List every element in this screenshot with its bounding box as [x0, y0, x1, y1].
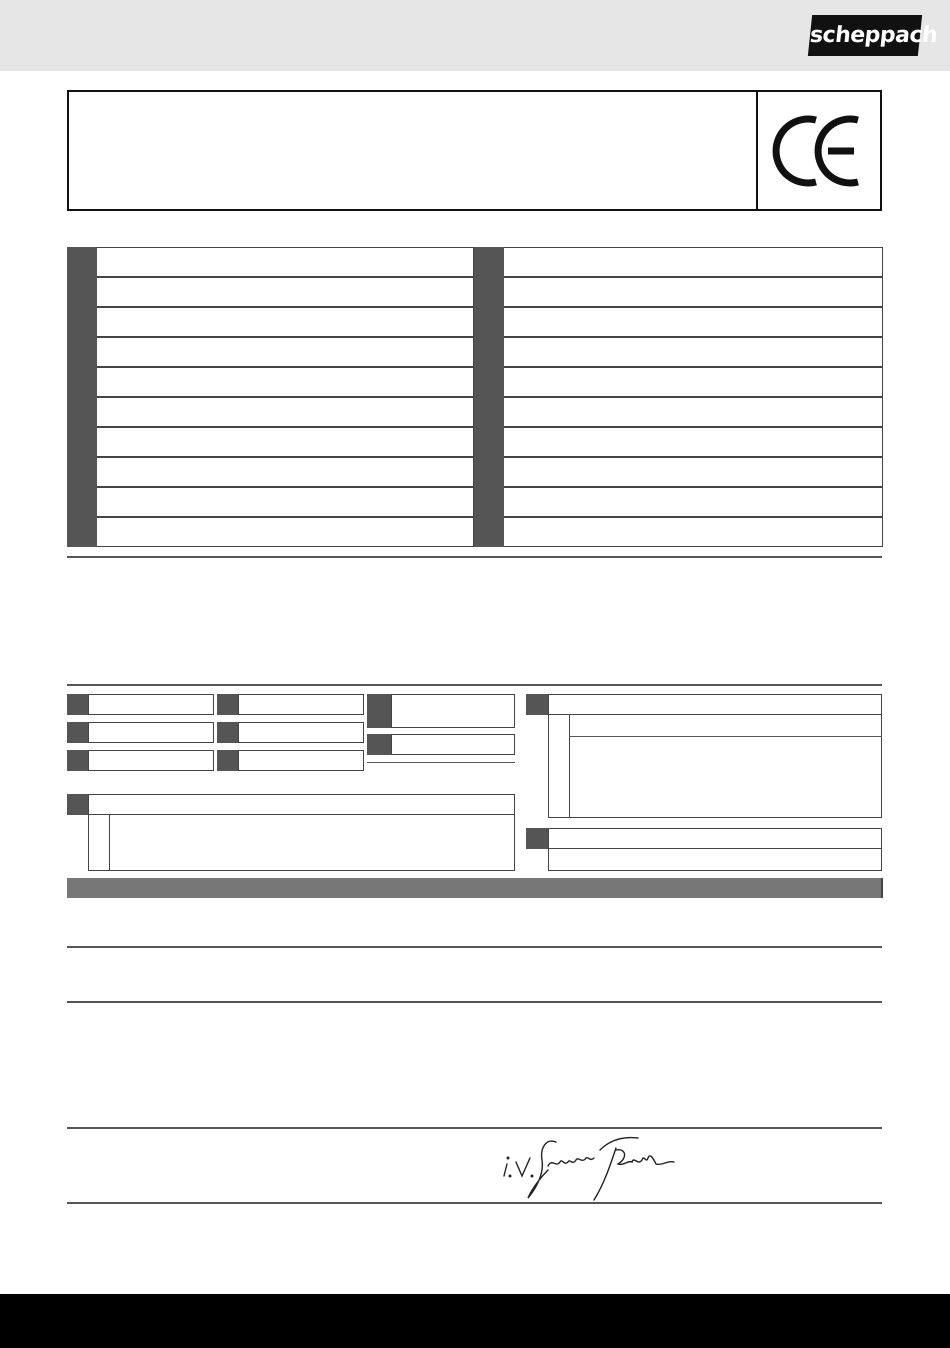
language-code-marker	[67, 427, 97, 457]
section-marker	[526, 694, 548, 715]
language-code-marker	[67, 277, 97, 307]
language-code-marker	[67, 487, 97, 517]
language-statement-row	[504, 247, 883, 277]
language-statement-row	[97, 247, 474, 277]
directive-marker	[217, 722, 238, 743]
divider	[367, 762, 515, 763]
footer-band	[0, 1294, 950, 1348]
divider	[67, 1001, 882, 1003]
section-marker	[67, 794, 88, 815]
language-statement-row	[97, 277, 474, 307]
directive-field	[88, 694, 214, 715]
ce-mark-icon	[770, 108, 870, 194]
divider	[67, 1127, 882, 1129]
directive-field	[238, 694, 364, 715]
language-statement-row	[97, 427, 474, 457]
language-code-marker	[67, 247, 97, 277]
language-statement-row	[504, 427, 883, 457]
language-code-marker	[67, 517, 97, 547]
language-code-marker	[67, 457, 97, 487]
language-code-marker	[474, 277, 504, 307]
language-statement-row	[97, 397, 474, 427]
directive-field	[391, 734, 515, 755]
language-code-marker	[474, 397, 504, 427]
section-indent-line	[569, 715, 570, 818]
language-statement-row	[504, 277, 883, 307]
language-code-marker	[474, 337, 504, 367]
language-code-marker	[474, 367, 504, 397]
language-code-marker	[474, 307, 504, 337]
section-body	[88, 815, 515, 871]
language-statement-row	[97, 337, 474, 367]
language-statement-row	[504, 457, 883, 487]
section-body	[548, 849, 882, 871]
divider	[67, 684, 882, 686]
title-frame	[67, 90, 882, 211]
directive-field	[88, 722, 214, 743]
language-statement-row	[97, 367, 474, 397]
divider	[67, 556, 882, 558]
directive-marker	[367, 734, 391, 755]
language-statement-row	[504, 367, 883, 397]
divider	[67, 1202, 882, 1204]
directive-field	[238, 722, 364, 743]
language-statement-row	[97, 487, 474, 517]
section-bar	[67, 878, 883, 898]
divider	[569, 736, 882, 737]
directive-marker	[217, 750, 238, 771]
directive-marker	[67, 750, 88, 771]
directive-marker	[367, 694, 391, 728]
directive-field	[391, 694, 515, 728]
directive-field	[88, 750, 214, 771]
language-code-marker	[67, 337, 97, 367]
directive-marker	[67, 694, 88, 715]
language-code-marker	[474, 457, 504, 487]
section-marker	[526, 828, 548, 849]
directive-marker	[217, 694, 238, 715]
section-header	[548, 694, 882, 715]
section-header	[548, 828, 882, 849]
brand-logo: scheppach	[808, 15, 922, 56]
language-statement-row	[504, 307, 883, 337]
section-body	[548, 715, 882, 818]
signature-image	[498, 1128, 678, 1203]
language-statement-row	[504, 337, 883, 367]
language-statement-row	[97, 517, 474, 547]
language-code-marker	[67, 367, 97, 397]
section-header	[88, 794, 515, 815]
language-statement-row	[504, 487, 883, 517]
divider	[67, 946, 882, 948]
language-statement-row	[504, 517, 883, 547]
language-statement-row	[97, 307, 474, 337]
directive-field	[238, 750, 364, 771]
language-code-marker	[474, 427, 504, 457]
ce-divider	[756, 90, 758, 211]
language-code-marker	[474, 247, 504, 277]
directive-marker	[67, 722, 88, 743]
language-code-marker	[67, 307, 97, 337]
language-statement-row	[504, 397, 883, 427]
top-band	[0, 0, 950, 71]
language-code-marker	[474, 517, 504, 547]
language-code-marker	[67, 397, 97, 427]
language-code-marker	[474, 487, 504, 517]
section-indent-line	[109, 815, 110, 871]
language-statement-row	[97, 457, 474, 487]
